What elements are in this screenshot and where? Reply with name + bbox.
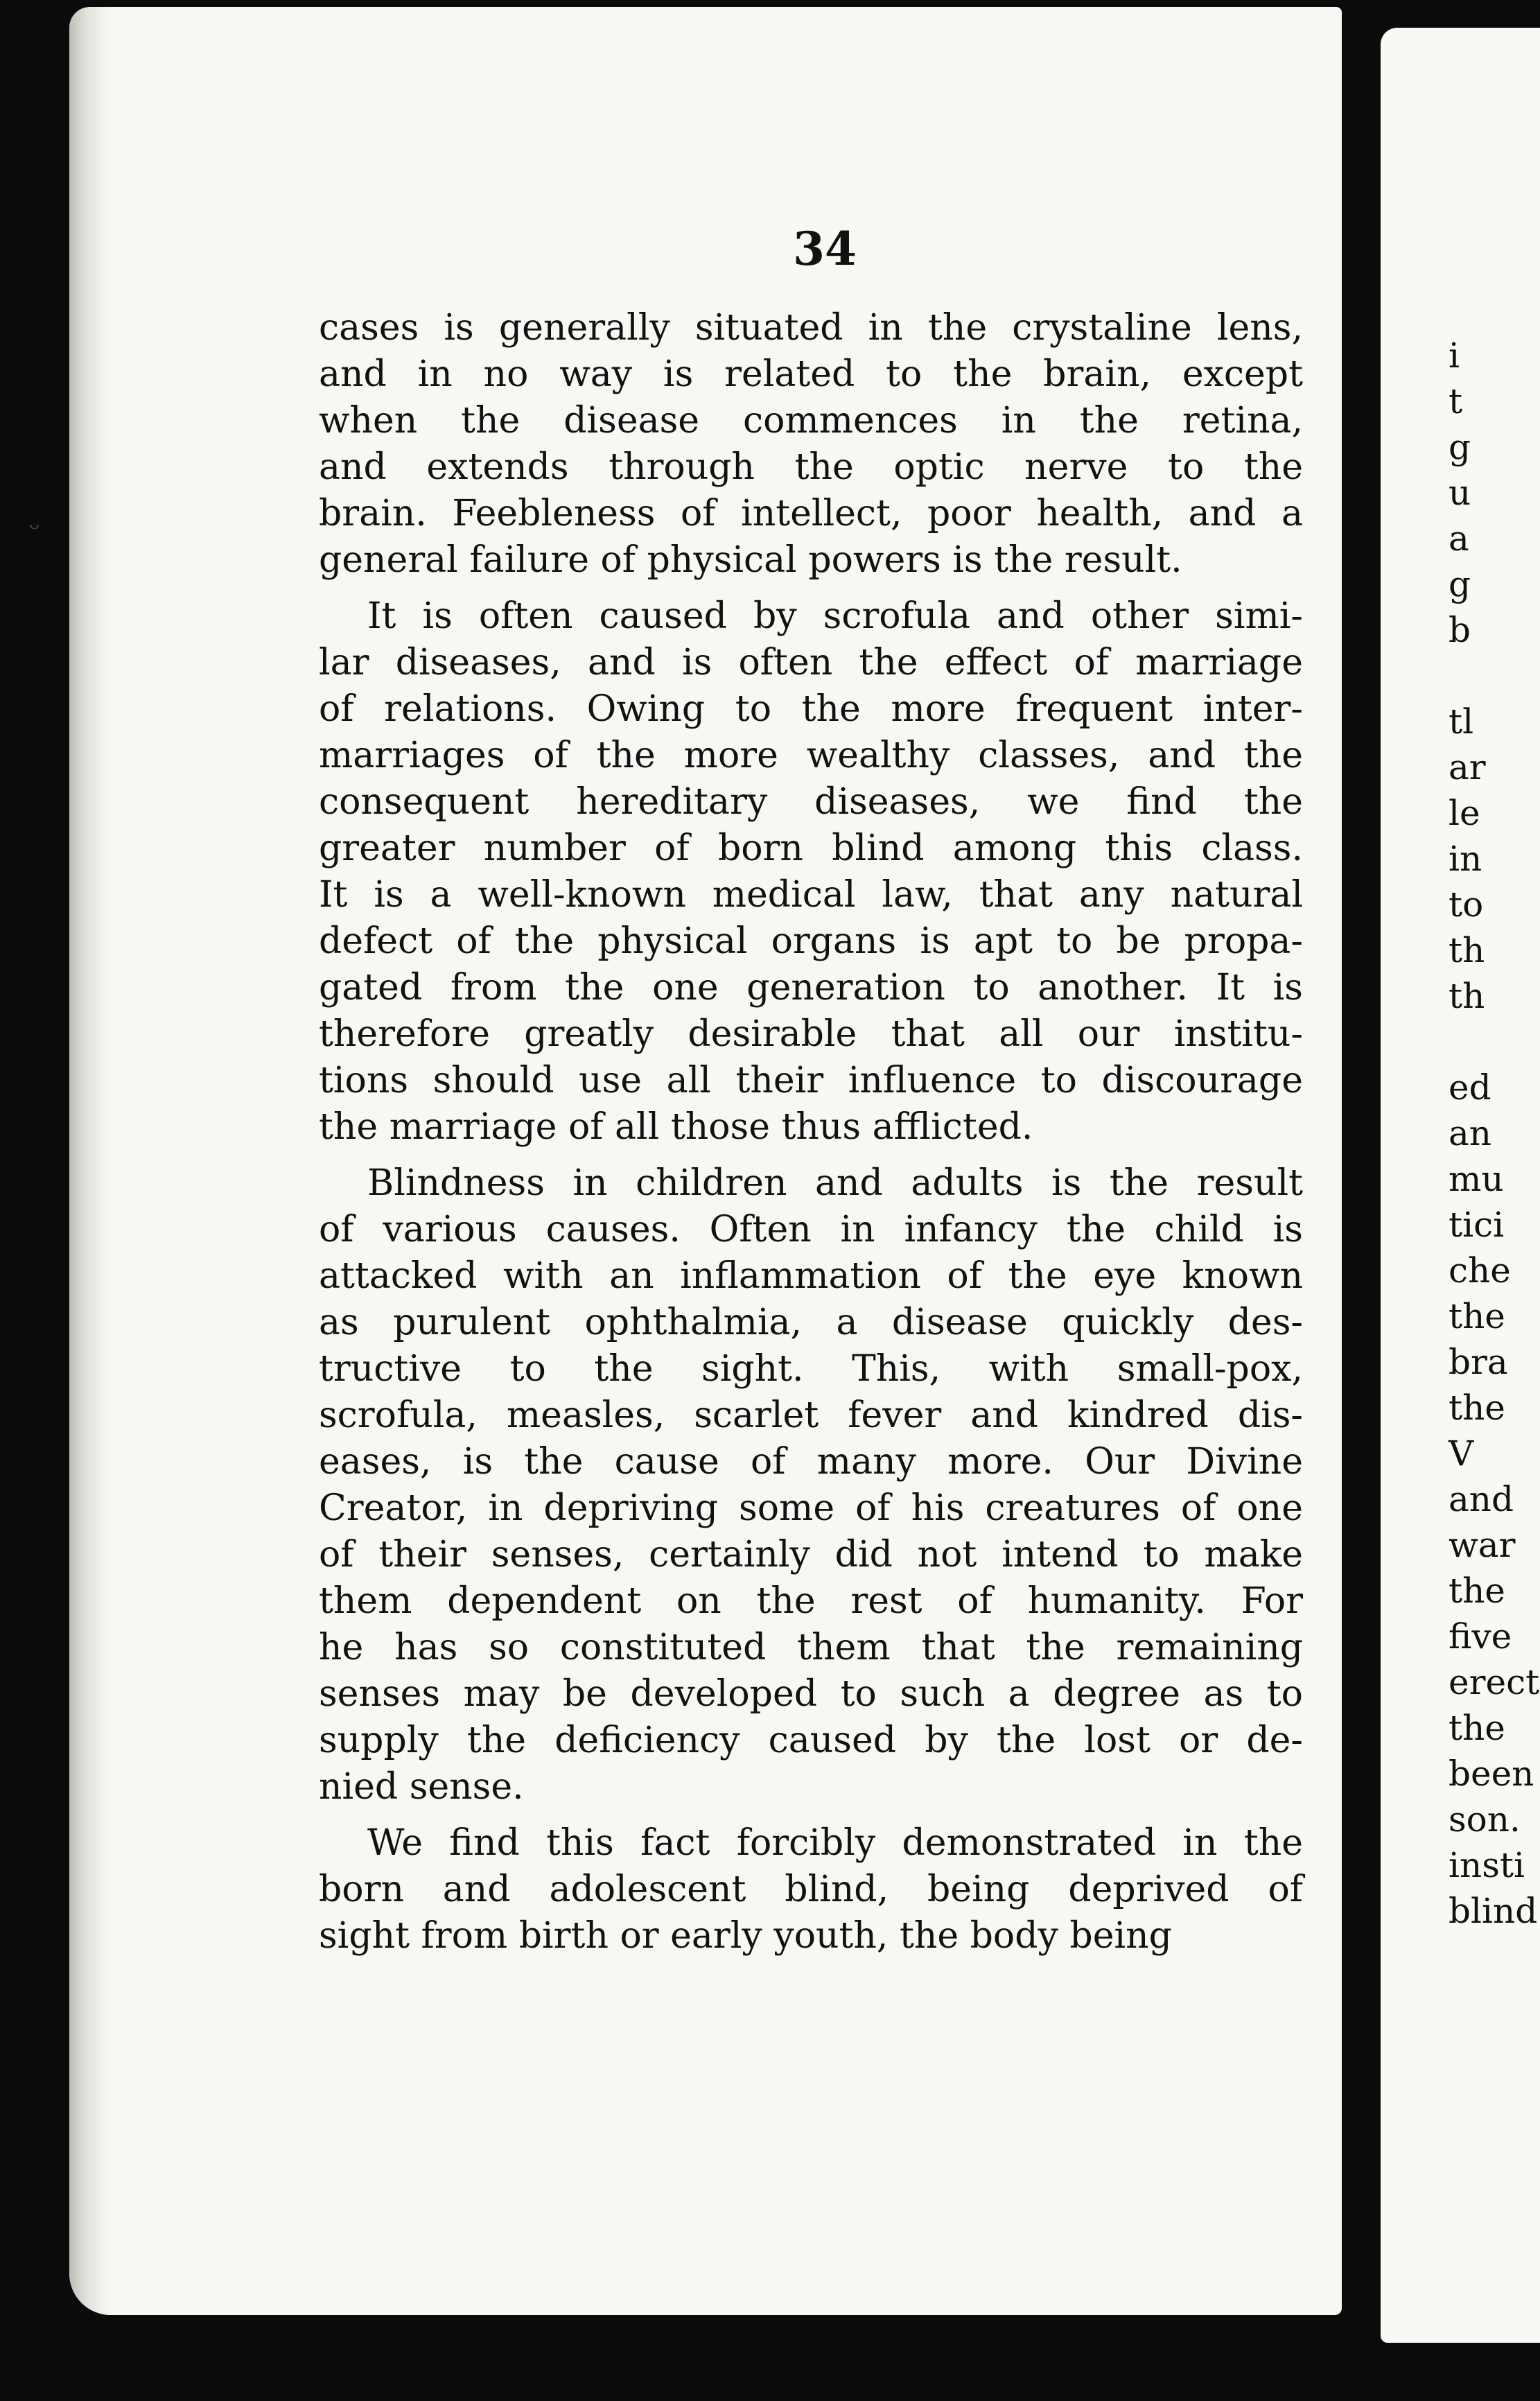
right-page-fragment: i [1449,335,1460,376]
right-page-fragment: the [1449,1388,1505,1428]
right-page-fragment: the [1449,1571,1505,1611]
text-line: the marriage of all those thus afflicted. [319,1106,1033,1148]
right-page-fragment: V [1449,1433,1474,1474]
text-line: sight from birth or early youth, the body being [319,1915,1172,1957]
right-page-fragment: the [1449,1296,1505,1336]
right-page-fragment: five [1449,1616,1512,1657]
text-line: senses may be developed to such a degree as to [319,1673,1303,1715]
text-line: lar diseases, and is often the effect of marriage [319,642,1303,683]
right-page-fragment: been [1449,1754,1534,1794]
text-line: It is a well-known medical law, that any natural [319,874,1303,916]
text-line: nied sense. [319,1766,524,1808]
text-line: attacked with an inflammation of the eye known [319,1255,1303,1297]
right-page-fragment: g [1449,564,1471,604]
right-page-fragment [1449,1019,1532,1065]
right-page-fragment: u [1449,473,1471,513]
right-page-fragment: le [1449,793,1480,833]
text-line: We find this fact forcibly demonstrated in the [367,1822,1303,1864]
text-line: general failure of physical powers is the result. [319,539,1182,581]
text-line: Blindness in children and adults is the result [367,1162,1303,1204]
text-line: It is often caused by scrofula and other simi- [367,595,1303,637]
paragraph [319,1820,1303,1959]
right-page-fragment: erect [1449,1662,1540,1702]
text-line: greater number of born blind among this class. [319,828,1303,869]
right-page-fragment: blind [1449,1891,1538,1931]
right-page-fragment: th [1449,930,1485,970]
right-page-fragment: tici [1449,1205,1505,1245]
text-line: eases, is the cause of many more. Our Divine [319,1441,1303,1483]
text-line: of various causes. Often in infancy the child is [319,1209,1303,1250]
text-line: he has so constituted them that the remaining [319,1627,1303,1668]
text-line: as purulent ophthalmia, a disease quickly des- [319,1302,1303,1343]
right-page-fragment: bra [1449,1342,1508,1382]
text-line: brain. Feebleness of intellect, poor health, and a [319,493,1303,534]
paragraph [319,1160,1303,1810]
right-page-fragment: war [1449,1525,1516,1565]
text-line: born and adolescent blind, being deprived of [319,1869,1303,1910]
text-line: tions should use all their influence to discourage [319,1060,1303,1101]
page-body-text [319,305,1303,1959]
right-page-fragment: an [1449,1113,1492,1153]
text-line: therefore greatly desirable that all our institu- [319,1013,1303,1055]
text-line: and extends through the optic nerve to the [319,446,1303,488]
right-page-fragment: th [1449,976,1485,1016]
text-line: supply the deficiency caused by the lost or de- [319,1720,1303,1761]
right-page-fragment: insti [1449,1845,1525,1885]
text-line: of relations. Owing to the more frequent inter- [319,688,1303,730]
text-line: and in no way is related to the brain, except [319,353,1303,395]
text-line: when the disease commences in the retina, [319,400,1303,442]
right-page-fragment [1449,653,1532,699]
right-page-fragment: tl [1449,701,1474,742]
right-page-fragment: g [1449,427,1471,467]
paragraph [319,305,1303,584]
right-page-fragment: che [1449,1250,1511,1291]
page-edge-shadow [69,7,111,2315]
text-line: consequent hereditary diseases, we find the [319,781,1303,823]
text-line: Creator, in depriving some of his creatures of one [319,1487,1303,1529]
right-page-fragment: a [1449,518,1469,559]
right-page-fragment: ed [1449,1067,1491,1108]
text-line: cases is generally situated in the crystaline lens, [319,307,1303,349]
text-line: scrofula, measles, scarlet fever and kindred dis- [319,1395,1303,1436]
right-page-fragments [1449,333,1540,1934]
text-line: defect of the physical organs is apt to be propa- [319,920,1303,962]
paragraph-gap [319,1151,1303,1160]
right-page-fragment: b [1449,610,1471,650]
text-line: tructive to the sight. This, with small-pox, [319,1348,1303,1390]
right-page-fragment: t [1449,381,1463,421]
text-line: of their senses, certainly did not intend to make [319,1534,1303,1575]
text-line: them dependent on the rest of humanity. For [319,1580,1303,1622]
paragraph [319,593,1303,1151]
right-page-fragment: ar [1449,747,1486,787]
right-page-fragment: in [1449,839,1482,879]
right-page-fragment: and [1449,1479,1514,1519]
text-line: gated from the one generation to another. It is [319,967,1303,1009]
right-page-fragment: son. [1449,1799,1521,1840]
text-line: marriages of the more wealthy classes, and the [319,735,1303,776]
page-number: 34 [793,222,857,276]
paragraph-gap [319,1810,1303,1820]
margin-speck: ᵕ [29,513,40,545]
paragraph-gap [319,584,1303,593]
right-page-fragment: mu [1449,1159,1504,1199]
right-page-fragment: to [1449,884,1484,925]
right-page-fragment: the [1449,1708,1505,1748]
